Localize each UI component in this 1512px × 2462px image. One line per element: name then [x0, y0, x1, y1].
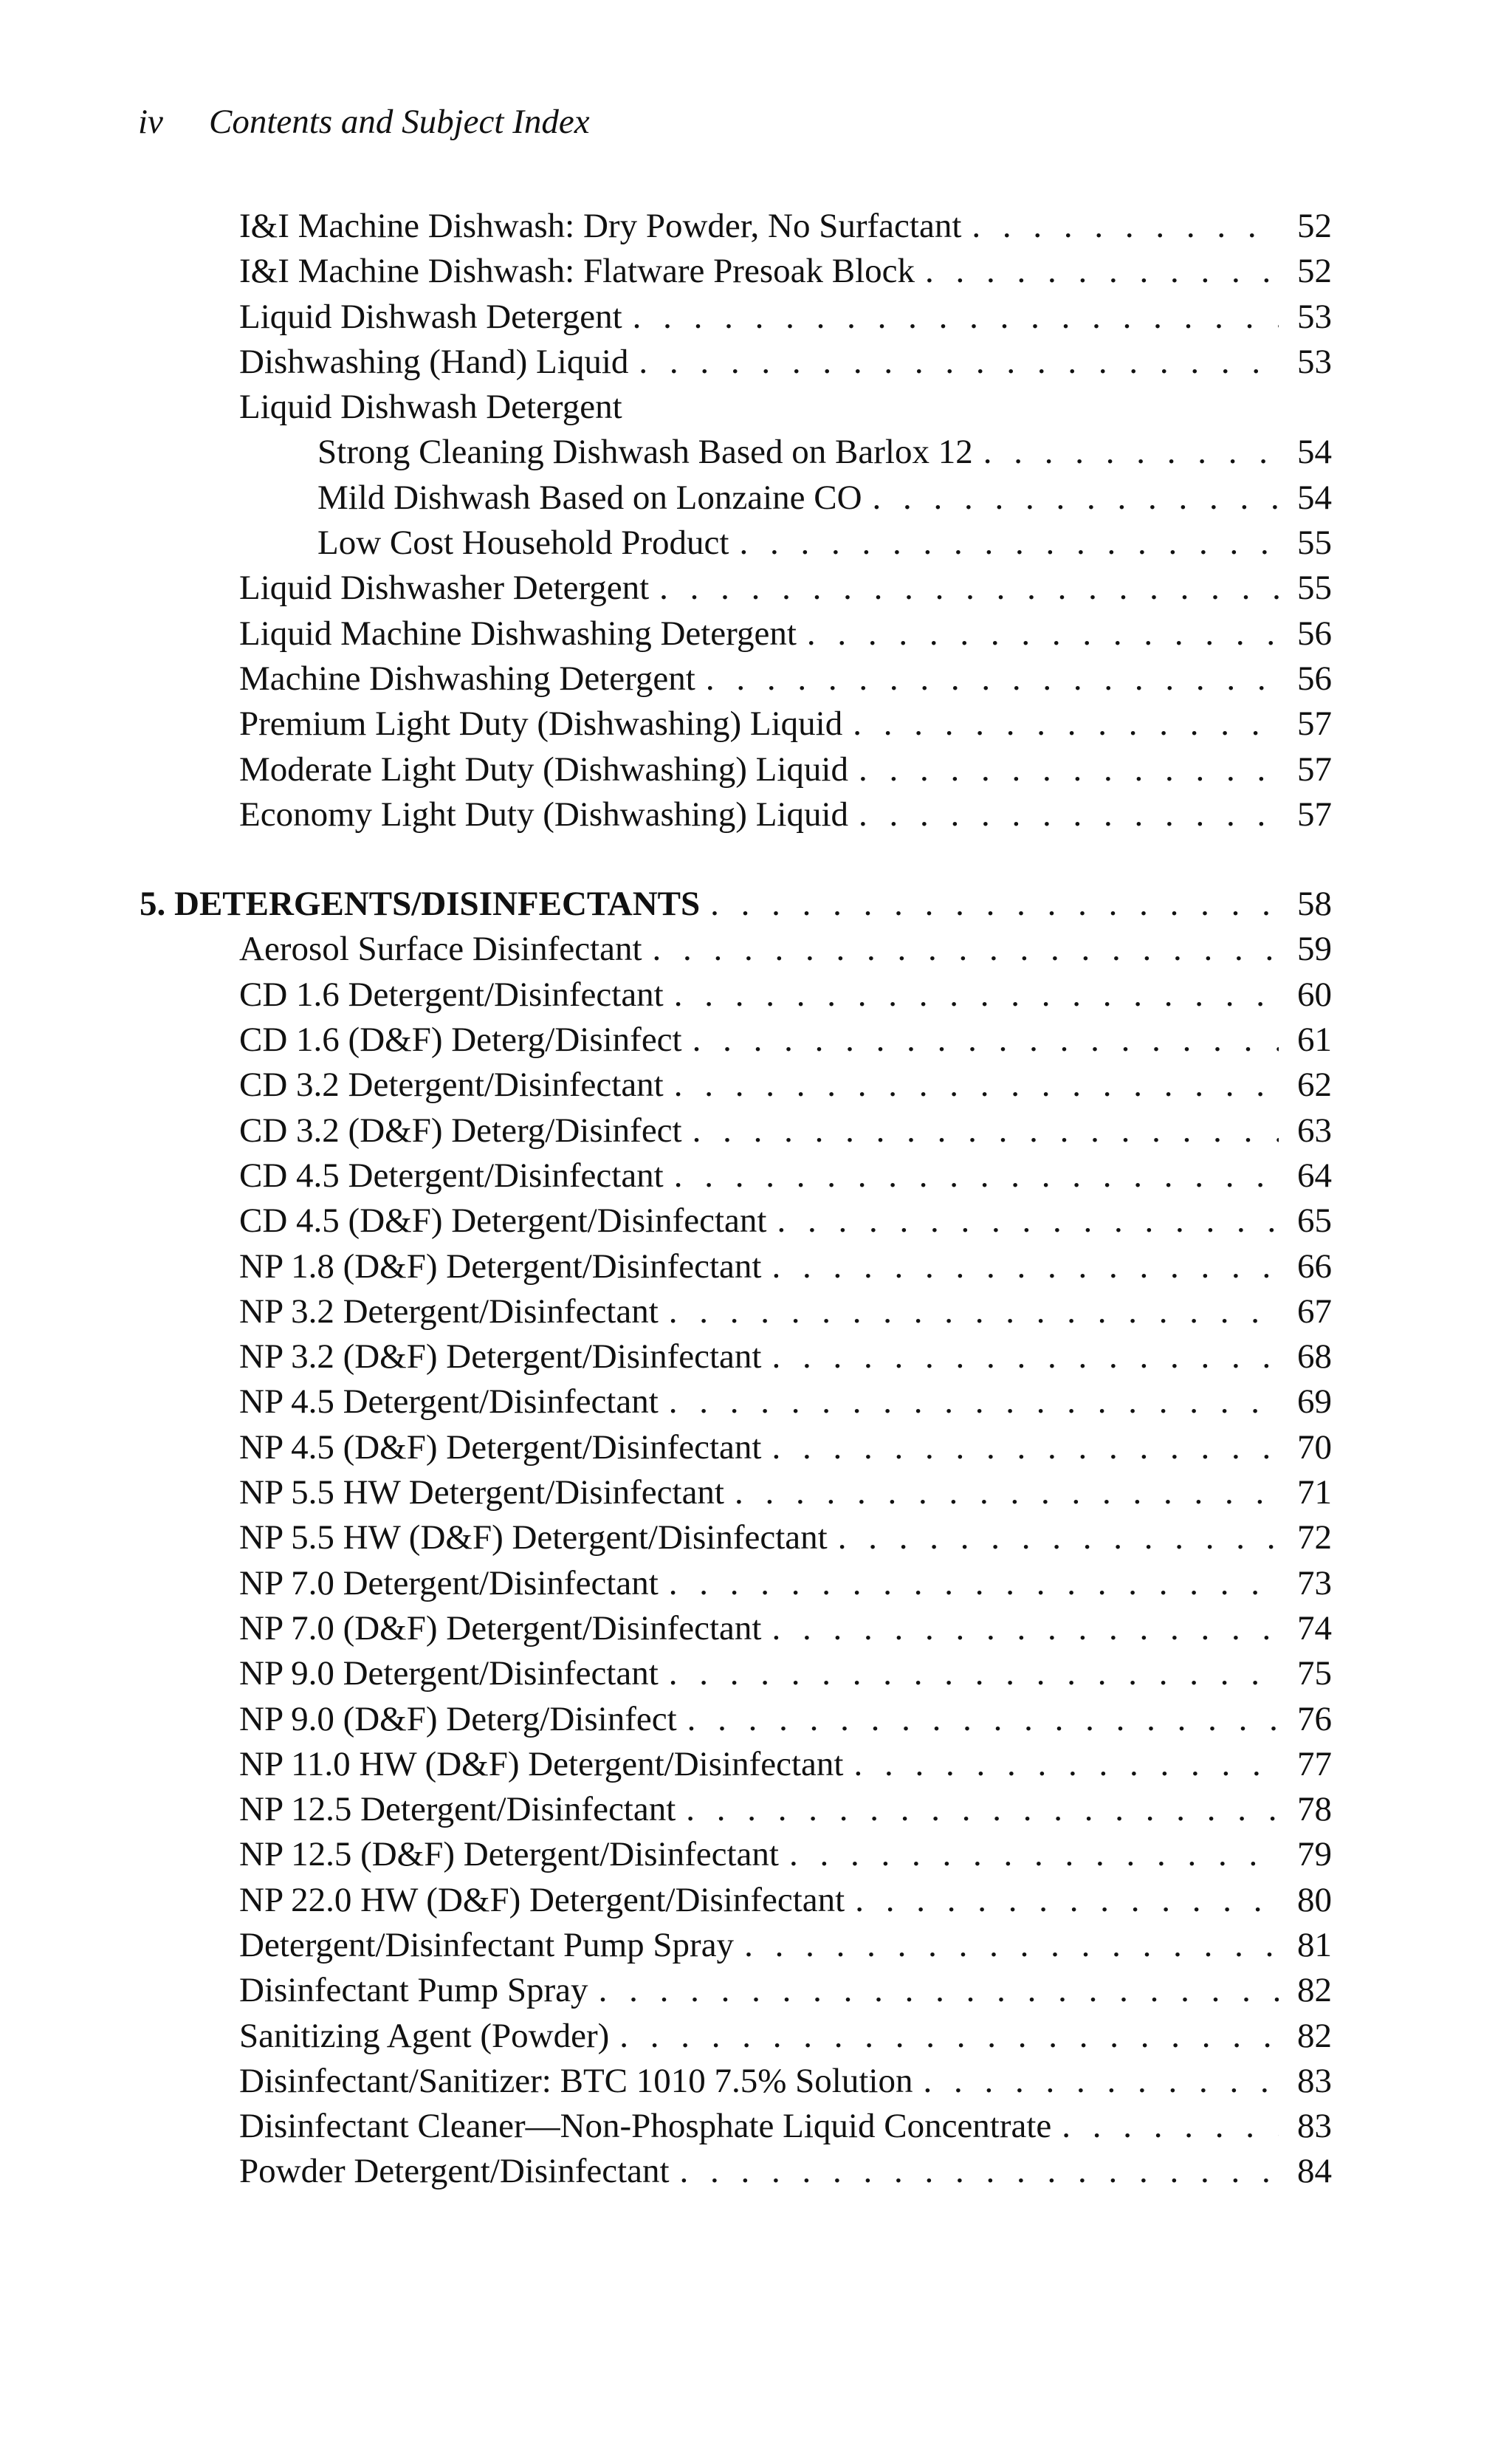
toc-entry-page: 62 — [1297, 1066, 1332, 1105]
toc-entry-page: 64 — [1297, 1156, 1332, 1195]
toc-entry-page: 52 — [1297, 252, 1332, 291]
toc-entry-page: 73 — [1297, 1563, 1332, 1602]
toc-entry — [239, 1968, 1332, 2013]
toc-entry-page: 82 — [1297, 2016, 1332, 2055]
toc-entry — [239, 1018, 1332, 1063]
toc-entry-page: 76 — [1297, 1699, 1332, 1738]
toc-entry-page: 61 — [1297, 1021, 1332, 1060]
toc-entry-page: 63 — [1297, 1111, 1332, 1150]
toc-entry — [239, 1379, 1332, 1424]
toc-entry-label: NP 3.2 Detergent/Disinfectant — [239, 1292, 659, 1331]
toc-entry-label: Disinfectant Cleaner—Non-Phosphate Liquid Concentrate — [239, 2107, 1052, 2146]
toc-entry-page: 70 — [1297, 1427, 1332, 1467]
toc-entry-page: 57 — [1297, 750, 1332, 789]
toc-entry-label: Powder Detergent/Disinfectant — [239, 2152, 670, 2191]
dot-leader — [693, 1018, 1279, 1063]
toc-entry-page: 79 — [1297, 1835, 1332, 1874]
dot-leader — [772, 1606, 1279, 1651]
dot-leader — [744, 1923, 1279, 1968]
toc-entry-label: NP 22.0 HW (D&F) Detergent/Disinfectant — [239, 1880, 845, 1919]
dot-leader — [669, 1651, 1279, 1696]
toc-entry — [239, 792, 1332, 837]
toc-entry — [239, 1878, 1332, 1923]
toc-section-heading — [140, 882, 1332, 927]
toc-entry — [239, 927, 1332, 972]
dot-leader — [772, 1244, 1279, 1289]
toc-entry — [239, 295, 1332, 340]
toc-entry-page: 84 — [1297, 2152, 1332, 2191]
dot-leader — [680, 2149, 1279, 2194]
toc-entry — [239, 2014, 1332, 2059]
dot-leader — [619, 2014, 1279, 2059]
toc-entry-page: 83 — [1297, 2107, 1332, 2146]
toc-entry — [239, 2149, 1332, 2194]
dot-leader — [838, 1515, 1279, 1560]
toc-entry-label: Strong Cleaning Dishwash Based on Barlox 12 — [317, 433, 973, 472]
dot-leader — [925, 249, 1279, 294]
toc-entry-label: CD 1.6 (D&F) Deterg/Disinfect — [239, 1021, 682, 1060]
dot-leader — [687, 1697, 1279, 1742]
toc-entry-label: Liquid Dishwasher Detergent — [239, 569, 650, 608]
toc-entry-page: 74 — [1297, 1608, 1332, 1647]
toc-entry-page: 56 — [1297, 659, 1332, 698]
toc-entry-page: 54 — [1297, 433, 1332, 472]
toc-entry-label: NP 4.5 Detergent/Disinfectant — [239, 1382, 659, 1422]
toc-entry — [239, 1923, 1332, 1968]
toc-entry-page: 59 — [1297, 930, 1332, 969]
dot-leader — [853, 1742, 1279, 1787]
toc-entry-page: 83 — [1297, 2061, 1332, 2100]
toc-entry — [239, 1063, 1332, 1108]
toc-entry-label: CD 3.2 Detergent/Disinfectant — [239, 1066, 664, 1105]
toc-entry-label: NP 5.5 HW Detergent/Disinfectant — [239, 1473, 724, 1512]
dot-leader — [739, 521, 1279, 566]
dot-leader — [859, 747, 1279, 792]
toc-entry-label: Liquid Dishwash Detergent — [239, 297, 622, 336]
dot-leader — [669, 1289, 1279, 1334]
toc-entry-label: NP 12.5 Detergent/Disinfectant — [239, 1790, 676, 1829]
toc-entry — [239, 1425, 1332, 1470]
toc-entry — [239, 611, 1332, 656]
toc-entry-page: 57 — [1297, 795, 1332, 834]
dot-leader — [853, 702, 1279, 747]
toc-entry — [239, 747, 1332, 792]
toc-entry-label: Machine Dishwashing Detergent — [239, 659, 695, 698]
dot-leader — [674, 1153, 1279, 1199]
toc-entry-page: 58 — [1297, 885, 1332, 924]
toc-entry-label: CD 4.5 (D&F) Detergent/Disinfectant — [239, 1201, 767, 1241]
dot-leader — [855, 1878, 1279, 1923]
toc-entry-label: NP 7.0 Detergent/Disinfectant — [239, 1563, 659, 1602]
toc-entry — [239, 1515, 1332, 1560]
toc-entry-page: 81 — [1297, 1925, 1332, 1964]
toc-entry — [239, 1832, 1332, 1877]
toc-entry-label: Disinfectant Pump Spray — [239, 1971, 588, 2010]
dot-leader — [669, 1379, 1279, 1424]
toc-entry — [239, 476, 1332, 521]
dot-leader — [789, 1832, 1279, 1877]
toc-entry-label: Economy Light Duty (Dishwashing) Liquid — [239, 795, 849, 834]
toc-entry — [239, 1199, 1332, 1244]
dot-leader — [633, 295, 1279, 340]
toc-entry-page: 55 — [1297, 569, 1332, 608]
toc-entry-label: NP 4.5 (D&F) Detergent/Disinfectant — [239, 1427, 762, 1467]
toc-entry-label: I&I Machine Dishwash: Flatware Presoak Block — [239, 252, 915, 291]
toc-entry-page: 55 — [1297, 524, 1332, 563]
toc-entry — [239, 204, 1332, 249]
toc-entry — [239, 1697, 1332, 1742]
toc-entry-label: Aerosol Surface Disinfectant — [239, 930, 642, 969]
toc-entry-label: Detergent/Disinfectant Pump Spray — [239, 1925, 735, 1964]
dot-leader — [686, 1787, 1279, 1832]
toc-entry-label: CD 4.5 Detergent/Disinfectant — [239, 1156, 664, 1195]
dot-leader — [653, 927, 1279, 972]
toc-entry-label: Moderate Light Duty (Dishwashing) Liquid — [239, 750, 848, 789]
toc-entry-page: 75 — [1297, 1654, 1332, 1693]
toc-entry-label: NP 12.5 (D&F) Detergent/Disinfectant — [239, 1835, 779, 1874]
toc-entry — [239, 1108, 1332, 1153]
dot-leader — [639, 340, 1279, 385]
toc-entry-page: 71 — [1297, 1473, 1332, 1512]
toc-section-title: 5. DETERGENTS/DISINFECTANTS — [140, 885, 701, 924]
toc-entry-label: NP 3.2 (D&F) Detergent/Disinfectant — [239, 1337, 762, 1376]
toc-entry-page: 68 — [1297, 1337, 1332, 1376]
toc-entry-page: 54 — [1297, 478, 1332, 517]
toc-entry-label: Dishwashing (Hand) Liquid — [239, 342, 629, 381]
dot-leader — [1062, 2104, 1279, 2149]
toc-entry-label: Sanitizing Agent (Powder) — [239, 2016, 610, 2055]
toc-entry — [239, 1742, 1332, 1787]
toc-entry-label: Liquid Machine Dishwashing Detergent — [239, 614, 797, 653]
toc-entry-label: CD 1.6 Detergent/Disinfectant — [239, 975, 664, 1014]
dot-leader — [772, 1425, 1279, 1470]
dot-leader — [674, 973, 1279, 1018]
toc-entry-label: NP 9.0 Detergent/Disinfectant — [239, 1654, 659, 1693]
toc-entry-label: NP 1.8 (D&F) Detergent/Disinfectant — [239, 1247, 762, 1286]
toc-entry-page: 77 — [1297, 1744, 1332, 1783]
toc-entry — [239, 1289, 1332, 1334]
dot-leader — [599, 1968, 1279, 2013]
toc-entry-label: NP 5.5 HW (D&F) Detergent/Disinfectant — [239, 1518, 828, 1557]
toc-entry — [239, 1606, 1332, 1651]
toc-entry-page: 72 — [1297, 1518, 1332, 1557]
toc-entry — [239, 2059, 1332, 2104]
toc-entry-page: 67 — [1297, 1292, 1332, 1331]
toc-entry-label: NP 7.0 (D&F) Detergent/Disinfectant — [239, 1608, 762, 1647]
toc-entry-page: 80 — [1297, 1880, 1332, 1919]
toc-entry-label: NP 11.0 HW (D&F) Detergent/Disinfectant — [239, 1744, 844, 1783]
toc-entry-page: 65 — [1297, 1201, 1332, 1241]
toc-group-heading — [239, 385, 1332, 430]
toc-entry — [239, 1651, 1332, 1696]
toc-entry-label: NP 9.0 (D&F) Deterg/Disinfect — [239, 1699, 677, 1738]
table-of-contents — [140, 204, 1332, 2195]
toc-entry-page: 60 — [1297, 975, 1332, 1014]
dot-leader — [710, 882, 1279, 927]
toc-entry-page: 56 — [1297, 614, 1332, 653]
dot-leader — [659, 566, 1279, 611]
toc-entry — [239, 1244, 1332, 1289]
toc-entry-page: 57 — [1297, 704, 1332, 744]
toc-entry — [239, 566, 1332, 611]
toc-entry — [239, 656, 1332, 702]
dot-leader — [735, 1470, 1279, 1515]
toc-entry — [239, 1153, 1332, 1199]
toc-entry-label: Premium Light Duty (Dishwashing) Liquid — [239, 704, 843, 744]
toc-entry-label: CD 3.2 (D&F) Deterg/Disinfect — [239, 1111, 682, 1150]
dot-leader — [923, 2059, 1279, 2104]
toc-entry — [239, 430, 1332, 475]
toc-entry-label: Low Cost Household Product — [317, 524, 729, 563]
toc-entry-page: 69 — [1297, 1382, 1332, 1422]
toc-entry — [239, 702, 1332, 747]
toc-entry — [239, 521, 1332, 566]
dot-leader — [983, 430, 1279, 475]
dot-leader — [674, 1063, 1279, 1108]
toc-entry — [239, 1334, 1332, 1379]
toc-entry-page: 82 — [1297, 1971, 1332, 2010]
toc-entry — [239, 1787, 1332, 1832]
toc-entry — [239, 340, 1332, 385]
toc-entry-page: 53 — [1297, 297, 1332, 336]
toc-entry — [239, 1470, 1332, 1515]
dot-leader — [693, 1108, 1279, 1153]
dot-leader — [873, 476, 1279, 521]
dot-leader — [807, 611, 1279, 656]
toc-entry — [239, 973, 1332, 1018]
page-folio: iv — [138, 103, 163, 141]
toc-entry-page: 53 — [1297, 342, 1332, 381]
toc-entry-label: Liquid Dishwash Detergent — [239, 388, 622, 427]
dot-leader — [972, 204, 1279, 249]
toc-entry — [239, 249, 1332, 294]
dot-leader — [772, 1334, 1279, 1379]
dot-leader — [777, 1199, 1279, 1244]
running-title: Contents and Subject Index — [209, 103, 590, 141]
running-head — [138, 102, 590, 142]
toc-entry-label: Mild Dishwash Based on Lonzaine CO — [317, 478, 862, 517]
dot-leader — [859, 792, 1279, 837]
toc-entry — [239, 1561, 1332, 1606]
toc-entry-page: 52 — [1297, 207, 1332, 245]
toc-entry — [239, 2104, 1332, 2149]
toc-entry-label: Disinfectant/Sanitizer: BTC 1010 7.5% Solution — [239, 2061, 913, 2100]
dot-leader — [706, 656, 1279, 702]
toc-entry-page: 78 — [1297, 1790, 1332, 1829]
dot-leader — [669, 1561, 1279, 1606]
toc-entry-label: I&I Machine Dishwash: Dry Powder, No Surfactant — [239, 207, 962, 245]
toc-entry-page: 66 — [1297, 1247, 1332, 1286]
